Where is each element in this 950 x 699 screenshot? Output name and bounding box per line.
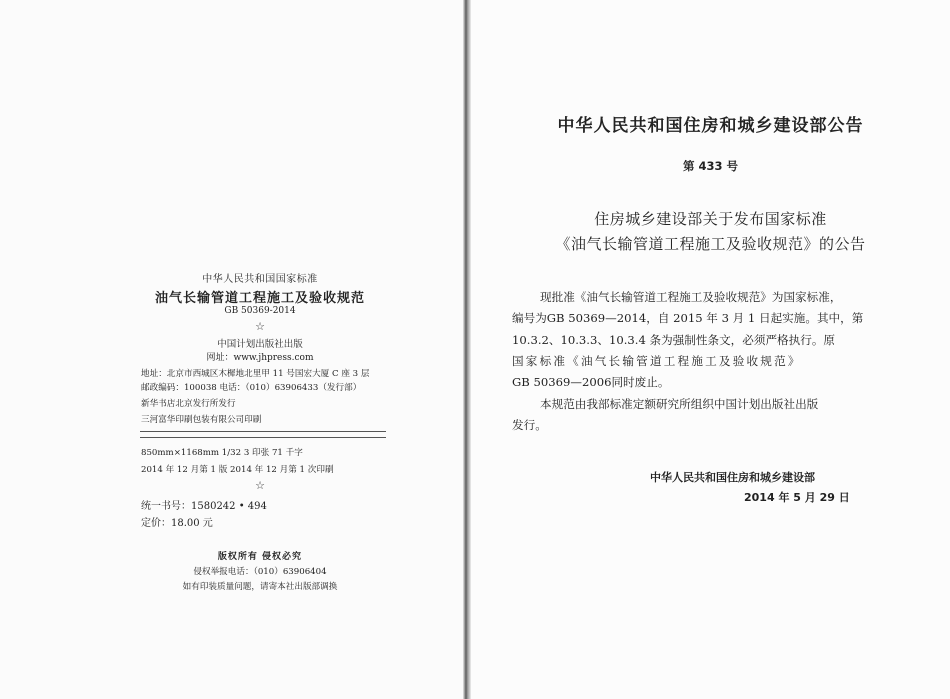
divider xyxy=(140,437,386,438)
body-line: GB 50369—2006同时废止。 xyxy=(512,375,670,389)
body-line: 10.3.2、10.3.3、10.3.4 条为强制性条文，必须严格执行。原 xyxy=(512,333,836,347)
star-icon: ☆ xyxy=(255,479,265,492)
issue-date: 2014 年 5 月 29 日 xyxy=(744,491,850,504)
standard-title: 油气长输管道工程施工及验收规范 xyxy=(154,291,365,306)
announcement-number: 第 433 号 xyxy=(682,159,738,173)
announcement-subtitle-line2: 《油气长输管道工程施工及验收规范》的公告 xyxy=(555,235,866,253)
quality-note: 如有印装质量问题，请寄本社出版部调换 xyxy=(182,582,338,592)
edition-info: 2014 年 12 月第 1 版 2014 年 12 月第 1 次印刷 xyxy=(141,465,334,475)
book-number: 统一书号：1580242 • 494 xyxy=(141,501,267,512)
body-line: 国家标准《油气长输管道工程施工及验收规范》 xyxy=(512,354,802,368)
book-gutter xyxy=(463,0,471,699)
standard-code: GB 50369-2014 xyxy=(224,306,296,316)
printer: 三河富华印刷包装有限公司印刷 xyxy=(141,415,262,425)
copyright-notice: 版权所有 侵权必究 xyxy=(217,552,303,562)
body-line: 现批准《油气长输管道工程施工及验收规范》为国家标准， xyxy=(540,290,842,304)
star-icon: ☆ xyxy=(255,320,265,333)
body-line: 本规范由我部标准定额研究所组织中国计划出版社出版 xyxy=(540,397,819,411)
body-line: 发行。 xyxy=(512,418,547,432)
print-format: 850mm×1168mm 1/32 3 印张 71 千字 xyxy=(141,448,303,458)
publisher-address: 地址：北京市西城区木樨地北里甲 11 号国宏大厦 C 座 3 层 xyxy=(141,369,370,379)
body-line: 编号为GB 50369—2014，自 2015 年 3 月 1 日起实施。其中，第 xyxy=(512,311,864,325)
report-phone: 侵权举报电话：（010）63906404 xyxy=(193,567,327,577)
issuer-signature: 中华人民共和国住房和城乡建设部 xyxy=(650,471,815,484)
standard-series-label: 中华人民共和国国家标准 xyxy=(202,274,318,285)
distributor: 新华书店北京发行所发行 xyxy=(141,399,236,409)
price: 定价：18.00 元 xyxy=(141,518,213,529)
announcement-page xyxy=(471,0,950,699)
postcode-phone: 邮政编码：100038 电话：（010）63906433（发行部） xyxy=(141,383,362,393)
announcement-heading: 中华人民共和国住房和城乡建设部公告 xyxy=(557,116,864,136)
publisher: 中国计划出版社出版 xyxy=(217,339,303,350)
publisher-website: 网址：www.jhpress.com xyxy=(206,353,314,363)
divider xyxy=(140,431,386,432)
announcement-subtitle-line1: 住房城乡建设部关于发布国家标准 xyxy=(594,210,827,228)
